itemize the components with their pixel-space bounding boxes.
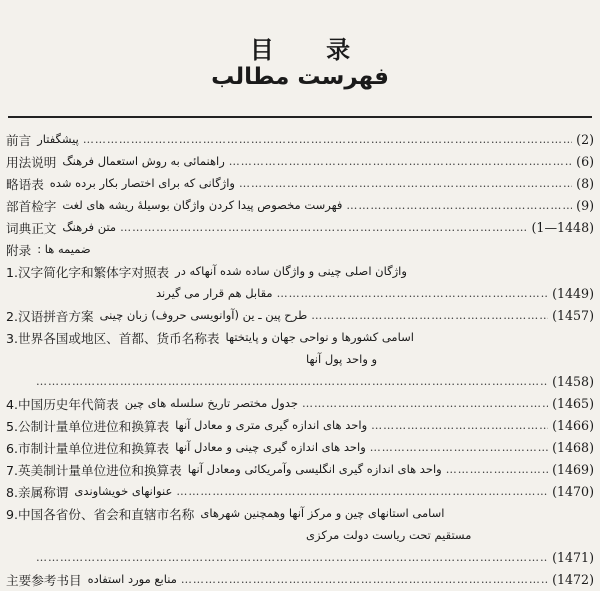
entry-page: (1465) <box>552 395 594 411</box>
toc-entry-references[interactable] <box>6 568 594 590</box>
entry-persian: واژگانی که برای اختصار بکار برده شده <box>49 176 235 190</box>
appendix-entry[interactable] <box>6 436 594 458</box>
entry-chinese: 5.公制计量单位进位和换算表 <box>6 418 170 434</box>
entry-persian: واحد های اندازه گیری متری و معادل آنها <box>175 418 368 432</box>
leader-dots <box>446 463 548 476</box>
entry-chinese: 8.亲属称谓 <box>6 484 69 500</box>
appendix-entry-continued[interactable] <box>6 282 594 304</box>
leader-dots <box>181 573 548 586</box>
entry-page: (1449) <box>552 285 594 301</box>
leader-dots <box>371 419 548 432</box>
appendix-entry[interactable] <box>6 414 594 436</box>
leader-dots <box>120 221 527 234</box>
toc-entry[interactable] <box>6 172 594 194</box>
appendix-entry[interactable] <box>6 502 594 524</box>
entry-page: (1—1448) <box>531 219 594 235</box>
toc-entry[interactable] <box>6 128 594 150</box>
entry-chinese: 前言 <box>6 132 32 148</box>
leader-dots <box>83 133 572 146</box>
entry-page: (1470) <box>552 483 594 499</box>
toc-entry[interactable] <box>6 216 594 238</box>
entry-persian: فهرست مخصوص پیدا کردن واژگان بوسیلهٔ ریشه های لغت <box>62 198 343 212</box>
entry-persian: اسامی استانهای چین و مرکز آنها وهمچنین شهرهای <box>200 506 445 520</box>
table-of-contents <box>6 128 594 590</box>
entry-page: (2) <box>576 131 594 147</box>
entry-chinese: 略语表 <box>6 176 44 192</box>
appendix-entry-page-line[interactable] <box>6 546 594 568</box>
appendix-entry-continued[interactable] <box>6 348 594 370</box>
entry-persian-continued: و واحد پول آنها <box>306 352 378 366</box>
entry-persian: پیشگفتار <box>37 132 79 146</box>
entry-chinese: 4.中国历史年代简表 <box>6 396 119 412</box>
toc-entry[interactable] <box>6 150 594 172</box>
entry-chinese: 词典正文 <box>6 220 57 236</box>
entry-persian-continued: مقابل هم قرار می گیرند <box>156 286 273 300</box>
appendix-entry[interactable] <box>6 304 594 326</box>
entry-persian: راهنمائی به روش استعمال فرهنگ <box>62 154 225 168</box>
leader-dots <box>36 375 548 388</box>
leader-dots <box>302 397 548 410</box>
leader-dots <box>346 199 572 212</box>
entry-persian: واحد های اندازه گیری انگلیسی وآمریکائی ومعادل آنها <box>187 462 442 476</box>
entry-chinese: 7.英美制计量单位进位和换算表 <box>6 462 182 478</box>
appendix-entry[interactable] <box>6 392 594 414</box>
leader-dots <box>229 155 572 168</box>
entry-chinese: 2.汉语拼音方案 <box>6 308 94 324</box>
entry-page: (8) <box>576 175 594 191</box>
entry-page: (1466) <box>552 417 594 433</box>
entry-page: (1457) <box>552 307 594 323</box>
toc-entry[interactable] <box>6 194 594 216</box>
entry-chinese: 用法说明 <box>6 154 57 170</box>
entry-persian: عنوانهای خویشاوندی <box>74 484 173 498</box>
entry-persian: اسامی کشورها و نواحی جهان و پایتختها <box>225 330 414 344</box>
entry-chinese: 1.汉字简化字和繁体字对照表 <box>6 264 170 280</box>
appendix-entry[interactable] <box>6 458 594 480</box>
entry-persian: طرح پین ـ ین (آوانویسی حروف) زبان چینی <box>99 308 308 322</box>
entry-page: (1472) <box>552 571 594 587</box>
entry-persian: جدول مختصر تاریخ سلسله های چین <box>124 396 298 410</box>
title-divider <box>8 116 592 118</box>
entry-page: (6) <box>576 153 594 169</box>
leader-dots <box>370 441 548 454</box>
entry-persian-continued: مستقیم تحت ریاست دولت مرکزی <box>306 528 472 542</box>
leader-dots <box>239 177 572 190</box>
appendix-persian: ضمیمه ها : <box>37 242 91 256</box>
leader-dots <box>36 551 548 564</box>
appendix-heading <box>6 238 594 260</box>
leader-dots <box>311 309 548 322</box>
entry-page: (1471) <box>552 549 594 565</box>
entry-persian: منابع مورد استفاده <box>87 572 177 586</box>
entry-persian: واژگان اصلی چینی و واژگان ساده شده آنهاکه در <box>175 264 407 278</box>
page-title-chinese: 目 录 <box>249 36 373 64</box>
entry-chinese: 3.世界各国或地区、首都、货币名称表 <box>6 330 220 346</box>
entry-persian: متن فرهنگ <box>62 220 117 234</box>
leader-dots <box>176 485 548 498</box>
entry-persian: واحد های اندازه گیری چینی و معادل آنها <box>175 440 366 454</box>
appendix-chinese: 附录 <box>6 242 32 258</box>
page-title-persian: فهرست مطالب <box>211 64 389 90</box>
entry-page: (1458) <box>552 373 594 389</box>
appendix-entry-page-line[interactable] <box>6 370 594 392</box>
entry-chinese: 部首检字 <box>6 198 57 214</box>
entry-page: (1469) <box>552 461 594 477</box>
appendix-entry-continued[interactable] <box>6 524 594 546</box>
leader-dots <box>277 287 549 300</box>
entry-page: (9) <box>576 197 594 213</box>
entry-chinese: 主要参考书目 <box>6 572 82 588</box>
entry-page: (1468) <box>552 439 594 455</box>
appendix-entry[interactable] <box>6 326 594 348</box>
entry-chinese: 9.中国各省份、省会和直辖市名称 <box>6 506 195 522</box>
entry-chinese: 6.市制计量单位进位和换算表 <box>6 440 170 456</box>
appendix-entry[interactable] <box>6 480 594 502</box>
appendix-entry[interactable] <box>6 260 594 282</box>
